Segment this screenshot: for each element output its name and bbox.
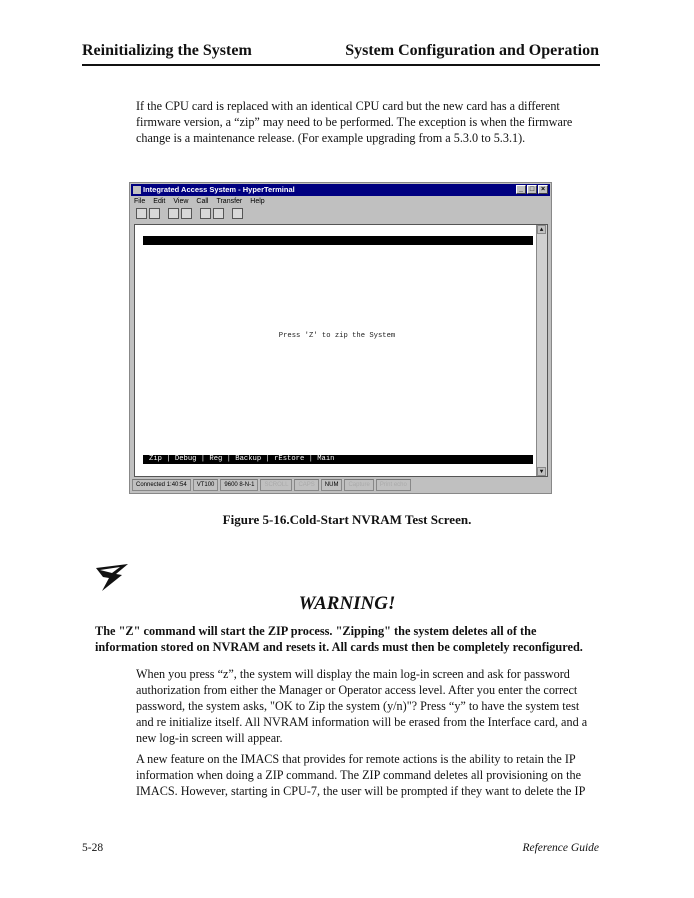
toolbar — [136, 208, 243, 222]
app-icon — [133, 186, 141, 194]
menu-edit[interactable]: Edit — [153, 198, 166, 205]
figure-caption: Figure 5-16.Cold-Start NVRAM Test Screen. — [222, 512, 472, 527]
warning-text: The "Z" command will start the ZIP process. "Zipping" the system deletes all of the information stored on NVRAM and resets it. All cards must then be completely reconfigured. — [95, 624, 583, 654]
status-num: NUM — [321, 479, 343, 491]
terminal-screen[interactable] — [134, 224, 548, 477]
intro-paragraph: If the CPU card is replaced with an identical CPU card but the new card has a different firmware version, a “zip” may need to be performed. The exception is when the firmware change is a maintenance release. (For example upgrading from a 5.3.0 to 5.3.1). — [136, 99, 573, 145]
terminal-top-bar: *** Software revision has been changed *** — [143, 236, 533, 245]
new-icon[interactable] — [136, 208, 147, 219]
open-icon[interactable] — [149, 208, 160, 219]
status-settings: 9600 8-N-1 — [220, 479, 258, 491]
maximize-icon[interactable]: □ — [527, 185, 537, 194]
header-chapter-title: System Configuration and Operation — [345, 42, 599, 59]
warning-lightning-icon — [94, 562, 130, 592]
hyperterminal-window — [129, 182, 552, 494]
status-print-echo: Print echo — [376, 479, 411, 491]
vertical-scrollbar[interactable] — [536, 225, 547, 476]
menu-view[interactable]: View — [173, 198, 189, 205]
status-scroll: SCROLL — [260, 479, 292, 491]
header-rule — [82, 64, 600, 66]
window-title: Integrated Access System - HyperTerminal — [143, 185, 295, 194]
page-number: 5-28 — [82, 842, 104, 854]
status-emulation: VT100 — [193, 479, 219, 491]
menu-bar — [134, 197, 265, 207]
status-capture: Capture — [344, 479, 373, 491]
minimize-icon[interactable]: _ — [516, 185, 526, 194]
receive-icon[interactable] — [213, 208, 224, 219]
connect-icon[interactable] — [168, 208, 179, 219]
menu-help[interactable]: Help — [250, 198, 265, 205]
menu-transfer[interactable]: Transfer — [216, 198, 243, 205]
header-section-title: Reinitializing the System — [82, 42, 252, 59]
status-bar — [132, 479, 549, 491]
close-icon[interactable]: × — [538, 185, 548, 194]
status-connected: Connected 1:40:54 — [132, 479, 191, 491]
terminal-bottom-bar: Zip | Debug | Reg | Backup | rEstore | Main — [143, 455, 533, 464]
send-icon[interactable] — [200, 208, 211, 219]
terminal-message: Press 'Z' to zip the System — [278, 332, 396, 340]
body-paragraph-1: When you press “z”, the system will display the main log-in screen and ask for password authorization from either the Manager or Operator access level. After you enter the correct password, the system asks, "OK to Zip the system (y/n)"? Press “y” to have the system test and re initialize itself. All NVRAM information will be erased from the Interface card, and a new log-in screen will appear. — [136, 667, 588, 745]
properties-icon[interactable] — [232, 208, 243, 219]
warning-title: WARNING! — [298, 593, 396, 614]
menu-file[interactable]: File — [134, 198, 146, 205]
body-paragraph-2: A new feature on the IMACS that provides for remote actions is the ability to retain the IP information when doing a ZIP command. The ZIP command deletes all provisioning on the IMACS. However, starting in CPU-7, the user will be prompted if they want to delete the IP — [136, 752, 586, 798]
window-titlebar — [131, 184, 550, 196]
footer-doc-title: Reference Guide — [522, 842, 599, 854]
menu-call[interactable]: Call — [196, 198, 209, 205]
scroll-up-icon[interactable]: ▲ — [537, 225, 546, 234]
disconnect-icon[interactable] — [181, 208, 192, 219]
scroll-down-icon[interactable]: ▼ — [537, 467, 546, 476]
status-caps: CAPS — [294, 479, 318, 491]
